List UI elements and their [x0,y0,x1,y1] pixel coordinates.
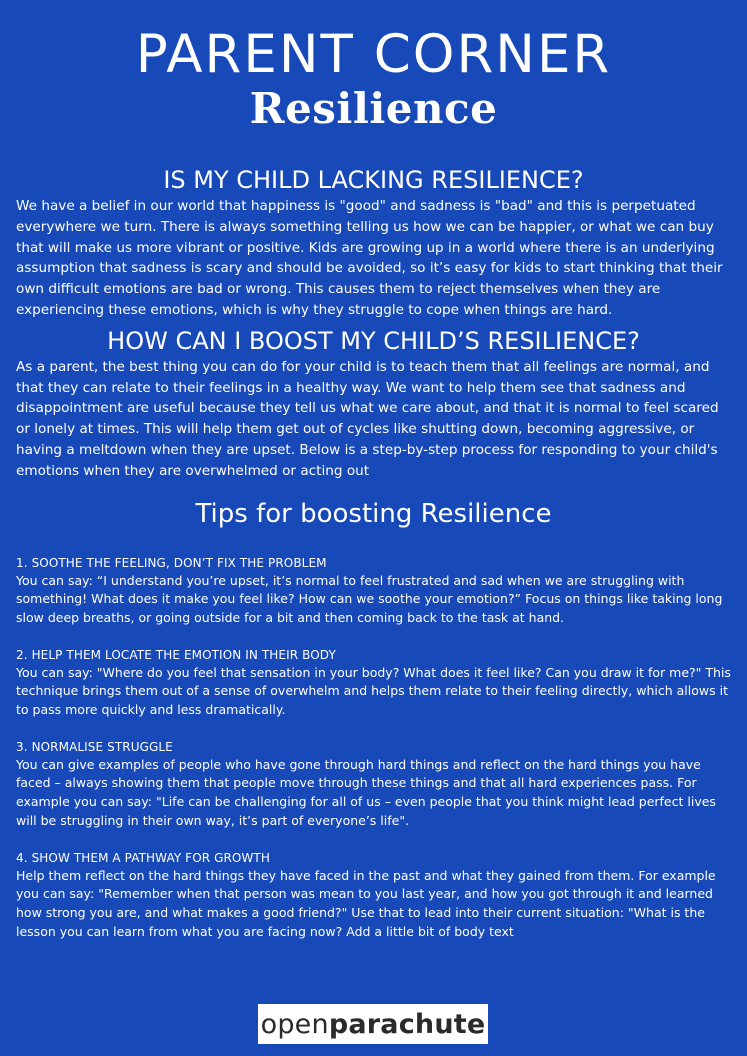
logo-text-parachute: parachute [328,1008,486,1040]
section-body-lacking-resilience: We have a belief in our world that happiness is "good" and sadness is "bad" and this is perpetuated everywhere we turn. There is always something telling us how we can be happier, or what we can buy that will make us more vibrant or positive. Kids are growing up in a world where there is an underlying assumption that sadness is scary and should be avoided, so it’s easy for kids to start thinking that their own difficult emotions are bad or wrong. This causes them to reject themselves when they are experiencing these emotions, which is why they struggle to cope when things are hard. [16,198,723,318]
section-heading-boost-resilience: HOW CAN I BOOST MY CHILD’S RESILIENCE? [107,326,640,355]
page-subtitle: Resilience [249,84,498,133]
tip-item [16,738,731,831]
tip-title: 1. SOOTHE THE FEELING, DON’T FIX THE PROBLEM [16,555,327,570]
tips-list [16,554,731,942]
tips-heading: Tips for boosting Resilience [195,498,552,529]
tip-text: You can give examples of people who have gone through hard things and reflect on the hard things you have faced – always showing them that people move through these things and that all hard experiences pass. For example you can say: "Life can be challenging for all of us – even people that you think might lead perfect lives will be struggling in their own way, it’s part of everyone’s life". [16,756,716,828]
tip-title: 3. NORMALISE STRUGGLE [16,739,173,754]
tip-text: You can say: "Where do you feel that sensation in your body? What does it feel like? Can you draw it for me?" This technique brings them out of a sense of overwhelm and helps them relate to their feeling directly, which allows it to pass more quickly and less dramatically. [16,664,731,718]
tip-item [16,554,731,628]
tip-text: You can say: “I understand you’re upset, it’s normal to feel frustrated and sad when we are struggling with something! What does it make you feel like? How can we soothe your emotion?” Focus on things like taking long slow deep breaths, or going outside for a bit and then coming back to the task at hand. [16,572,723,625]
tip-title: 4. SHOW THEM A PATHWAY FOR GROWTH [16,850,270,865]
openparachute-logo [258,1004,488,1044]
tip-title: 2. HELP THEM LOCATE THE EMOTION IN THEIR BODY [16,647,336,662]
logo-text-open: open [260,1008,329,1040]
tip-text: Help them reflect on the hard things they have faced in the past and what they gained from them. For example you can say: "Remember when that person was mean to you last year, and how you got through it and learned how strong you are, and what makes a good friend?" Use that to lead into their current situation: "What is the lesson you can learn from what you are facing now? Add a little bit of body text [16,867,716,939]
section-body-boost-resilience: As a parent, the best thing you can do for your child is to teach them that all feelings are normal, and that they can relate to their feelings in a healthy way. We want to help them see that sadness and disappointment are useful because they tell us what we care about, and that it is normal to feel scared or lonely at times. This will help them get out of cycles like shutting down, becoming aggressive, or having a meltdown when they are upset. Below is a step-by-step process for responding to your child's emotions when they are overwhelmed or acting out [16,358,719,479]
section-heading-lacking-resilience: IS MY CHILD LACKING RESILIENCE? [163,166,584,194]
page-title: PARENT CORNER [135,24,612,85]
tip-item [16,849,731,942]
tip-item [16,646,731,720]
